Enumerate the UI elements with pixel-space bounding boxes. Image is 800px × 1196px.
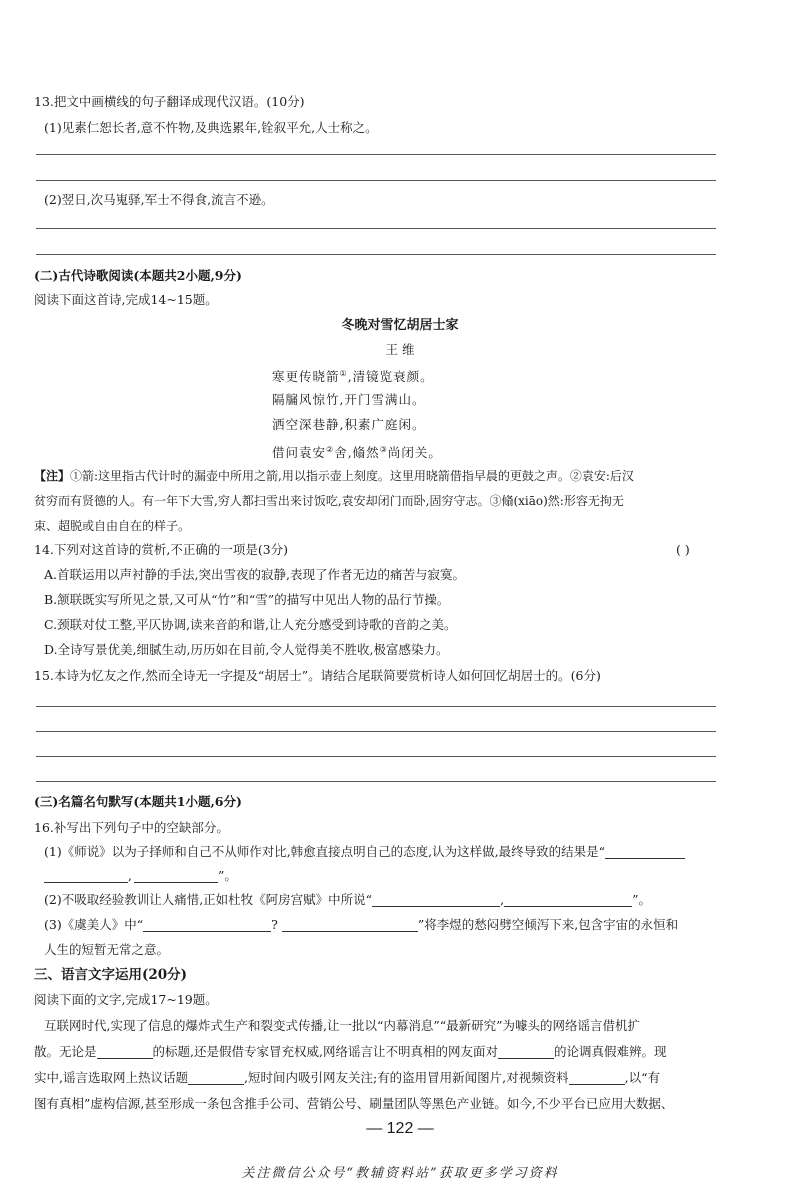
- poem-line-4: [272, 440, 442, 463]
- fill-blank[interactable]: [569, 1070, 625, 1085]
- poem-text: 尚闭关。: [387, 445, 442, 461]
- part-3-heading: 三、语言文字运用(20分): [34, 967, 188, 983]
- poem-line-1: [272, 364, 434, 387]
- question-13-sentence-2: (2)翌日,次马嵬驿,军士不得食,流言不逊。: [44, 192, 274, 207]
- question-16-part-3-cont: 人生的短暂无常之意。: [44, 942, 170, 957]
- question-text: ”。: [217, 868, 237, 883]
- option-d: D.全诗写景优美,细腻生动,历历如在目前,令人觉得美不胜收,极富感染力。: [44, 642, 449, 657]
- poem-text: 舍,翛然: [334, 445, 380, 461]
- question-text: ”。: [632, 892, 651, 907]
- passage-line-2: [34, 1042, 666, 1062]
- passage-text: ,以“有: [624, 1070, 661, 1085]
- question-text: ,: [500, 892, 505, 907]
- question-13-title: 13.把文中画横线的句子翻译成现代汉语。(10分): [34, 94, 305, 109]
- answer-line: [36, 756, 716, 757]
- question-16-title: 16.补写出下列句子中的空缺部分。: [34, 820, 229, 835]
- passage-text: 的论调真假难辨。现: [553, 1044, 667, 1059]
- question-16-part-1-cont: , ”。: [44, 866, 237, 886]
- answer-line: [36, 228, 716, 229]
- fill-blank[interactable]: [605, 844, 685, 859]
- part-3-intro: 阅读下面的文字,完成17~19题。: [34, 992, 218, 1007]
- fill-blank[interactable]: [143, 917, 271, 932]
- question-text: (3)《虞美人》中“: [44, 917, 144, 932]
- answer-line: [36, 254, 716, 255]
- poem-line-2: 隔牖风惊竹,开门雪满山。: [272, 392, 426, 407]
- footer-watermark: 关注微信公众号“教辅资料站”获取更多学习资料: [241, 1166, 559, 1181]
- fill-blank[interactable]: [498, 1044, 554, 1059]
- footnote-marker: ③: [379, 445, 388, 454]
- option-c: C.颈联对仗工整,平仄协调,读来音韵和谐,让人充分感受到诗歌的音韵之美。: [44, 617, 457, 632]
- answer-line: [36, 154, 716, 155]
- passage-line-1: 互联网时代,实现了信息的爆炸式生产和裂变式传播,让一批以“内幕消息”“最新研究”为噱头的网络谣言借机扩: [44, 1018, 641, 1033]
- passage-text: 的标题,还是假借专家冒充权威,网络谣言让不明真相的网友面对: [152, 1044, 498, 1059]
- question-14-title: 14.下列对这首诗的赏析,不正确的一项是(3分): [34, 542, 289, 557]
- poem-notes-line-1: [34, 466, 634, 486]
- answer-line: [36, 731, 716, 732]
- footnote-marker: ②: [326, 445, 335, 454]
- passage-text: 实中,谣言选取网上热议话题: [34, 1070, 188, 1085]
- fill-blank[interactable]: [134, 868, 218, 883]
- question-text: ”将李煜的愁闷劈空倾泻下来,包含宇宙的永恒和: [417, 917, 679, 932]
- fill-blank[interactable]: [188, 1070, 244, 1085]
- section-2-heading: (二)古代诗歌阅读(本题共2小题,9分): [34, 268, 242, 283]
- question-13-sentence-1: (1)见素仁恕长者,意不忤物,及典选累年,铨叙平允,人士称之。: [44, 120, 378, 135]
- question-text: ?: [271, 917, 278, 932]
- poem-notes-line-2: 贫穷而有贤德的人。有一年下大雪,穷人都扫雪出来讨饭吃,袁安却闭门而卧,固穷守志。③翛(xiāo)然:形容无拘无: [34, 494, 624, 508]
- passage-line-4: 图有真相”虚构信源,甚至形成一条包含推手公司、营销公号、刷量团队等黑色产业链。如今,不少平台已应用大数据、: [34, 1096, 674, 1111]
- answer-bracket: ( ): [676, 542, 690, 557]
- fill-blank[interactable]: [97, 1044, 153, 1059]
- footnote-marker: ①: [339, 369, 348, 378]
- question-16-part-1: [44, 842, 685, 862]
- poem-title: 冬晚对雪忆胡居士家: [341, 318, 459, 333]
- option-b: B.颔联既实写所见之景,又可从“竹”和“雪”的描写中见出人物的品行节操。: [44, 592, 450, 607]
- question-text: (1)《师说》以为子择师和自己不从师作对比,韩愈直接点明自己的态度,认为这样做,最终导致的结果是“: [44, 844, 606, 859]
- page-number: — 122 —: [366, 1120, 434, 1137]
- fill-blank[interactable]: [282, 917, 418, 932]
- question-text: (2)不吸取经验教训让人痛惜,正如杜牧《阿房宫赋》中所说“: [44, 892, 373, 907]
- question-16-part-3: [44, 915, 678, 935]
- answer-line: [36, 180, 716, 181]
- fill-blank[interactable]: [44, 868, 128, 883]
- answer-line: [36, 781, 716, 782]
- passage-text: ,短时间内吸引网友关注;有的盗用冒用新闻图片,对视频资料: [243, 1070, 569, 1085]
- poem-text: 寒更传晓箭: [272, 369, 340, 385]
- notes-label: 【注】: [34, 469, 71, 483]
- section-3-heading: (三)名篇名句默写(本题共1小题,6分): [34, 794, 242, 809]
- passage-text: 散。无论是: [34, 1044, 97, 1059]
- answer-line: [36, 706, 716, 707]
- poem-author: 王 维: [385, 342, 415, 357]
- passage-line-3: [34, 1068, 660, 1088]
- fill-blank[interactable]: [372, 892, 500, 907]
- poem-notes-line-3: 束、超脱或自由自在的样子。: [34, 519, 191, 533]
- notes-text: ①箭:这里指古代计时的漏壶中所用之箭,用以指示壶上刻度。这里用晓箭借指早晨的更鼓之声。②袁安:后汉: [70, 469, 634, 483]
- option-a: A.首联运用以声衬静的手法,突出雪夜的寂静,表现了作者无边的痛苦与寂寞。: [44, 567, 465, 582]
- poem-line-3: 洒空深巷静,积素广庭闲。: [272, 417, 426, 432]
- question-15-title: 15.本诗为忆友之作,然而全诗无一字提及“胡居士”。请结合尾联简要赏析诗人如何回忆胡居士的。(6分): [34, 668, 601, 683]
- poem-text: ,清镜览衰颜。: [347, 369, 434, 385]
- question-16-part-2: [44, 890, 651, 910]
- section-2-intro: 阅读下面这首诗,完成14~15题。: [34, 292, 218, 307]
- poem-text: 借问袁安: [272, 445, 327, 461]
- fill-blank[interactable]: [504, 892, 632, 907]
